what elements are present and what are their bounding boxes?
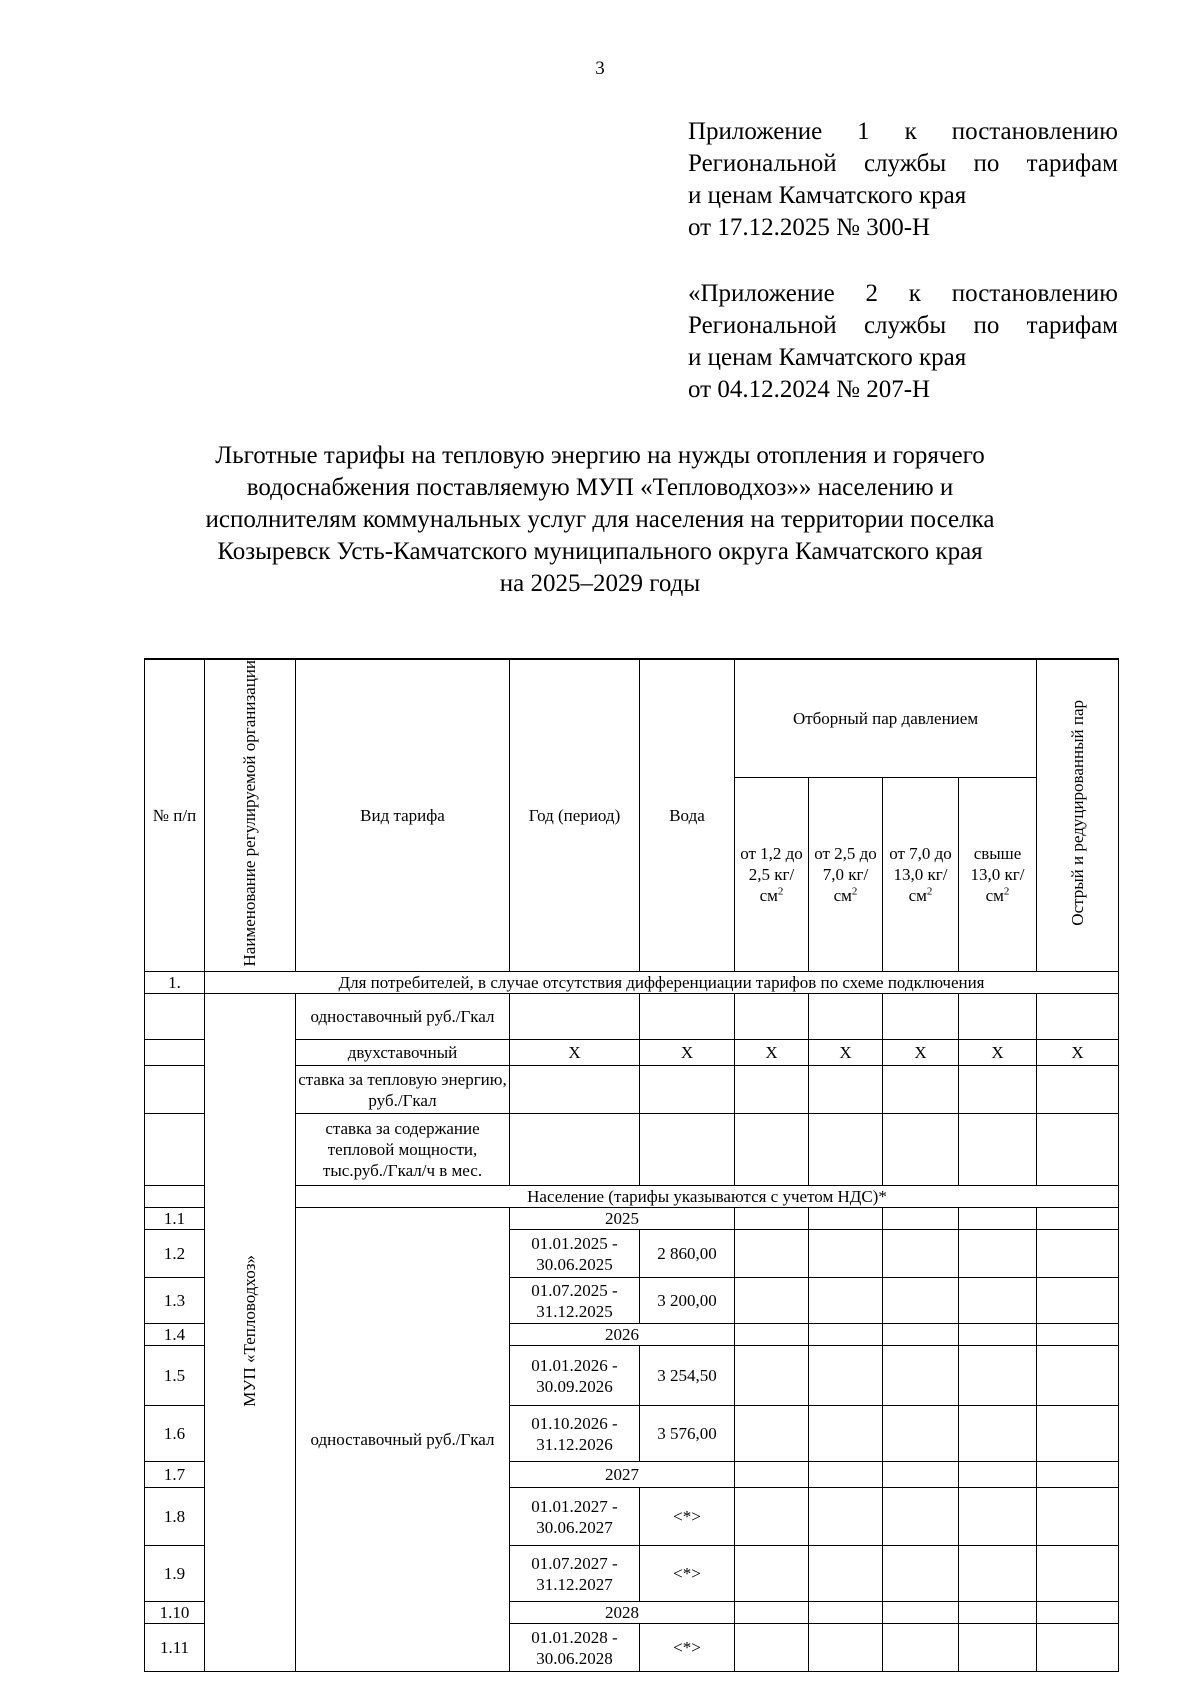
empty-num-cell	[145, 1114, 205, 1186]
water-tariff: <*>	[640, 1488, 735, 1546]
empty-num-cell	[145, 1186, 205, 1208]
appendix-1-reference	[688, 116, 1118, 244]
header-sharp-steam-text: Острый и редуцированный пар	[1067, 700, 1087, 927]
header-water: Вода	[640, 659, 735, 972]
title-line-2: водоснабжения поставляемую МУП «Тепловодхоз»» населению и	[246, 474, 954, 501]
empty-num-cell	[145, 1040, 205, 1066]
water-tariff: 3 254,50	[640, 1346, 735, 1406]
row-num: 1.1	[145, 1208, 205, 1230]
header-steam-1: от 1,2 до 2,5 $кг/см^2$	[735, 778, 809, 972]
row-num: 1.2	[145, 1230, 205, 1278]
row-num: 1.7	[145, 1462, 205, 1488]
title-line-4: Козыревск Усть-Камчатского муниципального округа Камчатского края	[217, 538, 983, 565]
x-mark: X	[959, 1040, 1037, 1066]
x-mark: X	[1037, 1040, 1119, 1066]
appendix-2-line-4: от 04.12.2024 № 207-Н	[688, 376, 931, 403]
page-number: 3	[595, 58, 605, 79]
appendix-1-line-3: и ценам Камчатского края	[688, 182, 967, 209]
row-num: 1.6	[145, 1406, 205, 1462]
water-tariff: <*>	[640, 1546, 735, 1602]
row-num: 1.5	[145, 1346, 205, 1406]
row-num: 1.9	[145, 1546, 205, 1602]
year-label: 2027	[510, 1462, 735, 1488]
x-mark: X	[510, 1040, 640, 1066]
year-label: 2025	[510, 1208, 735, 1230]
water-tariff: 3 576,00	[640, 1406, 735, 1462]
org-name: МУП «Тепловодхоз»	[240, 1254, 259, 1407]
header-org-text: Наименование регулируемой организации	[240, 660, 259, 967]
header-steam-4: свыше 13,0 $кг/см^2$	[959, 778, 1037, 972]
title-line-5: на 2025–2029 годы	[499, 570, 701, 597]
section-1-num: 1.	[145, 972, 205, 994]
row-num: 1.4	[145, 1324, 205, 1346]
water-tariff: 2 860,00	[640, 1230, 735, 1278]
x-mark: X	[735, 1040, 809, 1066]
row-num: 1.10	[145, 1602, 205, 1624]
header-year: Год (период)	[510, 659, 640, 972]
appendix-2-line-1: «Приложение 2 к постановлению	[688, 280, 1118, 307]
period: 01.01.2028 - 30.06.2028	[510, 1624, 640, 1672]
period: 01.01.2025 - 30.06.2025	[510, 1230, 640, 1278]
row-num: 1.8	[145, 1488, 205, 1546]
year-label: 2026	[510, 1324, 735, 1346]
appendix-2-reference	[688, 278, 1118, 406]
section-1-text: Для потребителей, в случае отсутствия дифференциации тарифов по схеме подключения	[205, 972, 1119, 994]
water-tariff: 3 200,00	[640, 1278, 735, 1324]
year-label: 2028	[510, 1602, 735, 1624]
appendix-1-line-2: Региональной службы по тарифам	[688, 150, 1118, 177]
period: 01.07.2025 - 31.12.2025	[510, 1278, 640, 1324]
appendix-1-line-1: Приложение 1 к постановлению	[688, 118, 1118, 145]
appendix-2-line-2: Региональной службы по тарифам	[688, 312, 1118, 339]
appendix-1-line-4: от 17.12.2025 № 300-Н	[688, 214, 931, 241]
period: 01.10.2026 - 31.12.2026	[510, 1406, 640, 1462]
appendix-2-line-3: и ценам Камчатского края	[688, 344, 967, 371]
water-tariff: <*>	[640, 1624, 735, 1672]
period: 01.01.2026 - 30.09.2026	[510, 1346, 640, 1406]
title-line-3: исполнителям коммунальных услуг для населения на территории поселка	[205, 506, 995, 533]
org-name-cell	[205, 994, 296, 1672]
header-steam-2: от 2,5 до 7,0 $кг/см^2$	[809, 778, 883, 972]
empty-num-cell	[145, 1066, 205, 1114]
tariff-table	[144, 658, 1119, 1672]
header-steam-3: от 7,0 до 13,0 $кг/см^2$	[883, 778, 959, 972]
period: 01.01.2027 - 30.06.2027	[510, 1488, 640, 1546]
population-header: Население (тарифы указываются с учетом НДС)*	[296, 1186, 1119, 1208]
population-tariff-type: одноставочный руб./Гкал	[296, 1208, 510, 1672]
x-mark: X	[883, 1040, 959, 1066]
row-rate-capacity: ставка за содержание тепловой мощности, тыс.руб./Гкал/ч в мес.	[296, 1114, 510, 1186]
empty-num-cell	[145, 994, 205, 1040]
row-num: 1.11	[145, 1624, 205, 1672]
header-org	[205, 659, 296, 972]
row-single-rate: одноставочный руб./Гкал	[296, 994, 510, 1040]
x-mark: X	[640, 1040, 735, 1066]
document-title	[150, 440, 1050, 600]
header-steam-group: Отборный пар давлением	[735, 659, 1037, 778]
x-mark: X	[809, 1040, 883, 1066]
period: 01.07.2027 - 31.12.2027	[510, 1546, 640, 1602]
row-num: 1.3	[145, 1278, 205, 1324]
row-rate-energy: ставка за тепловую энергию, руб./Гкал	[296, 1066, 510, 1114]
header-tariff-type: Вид тарифа	[296, 659, 510, 972]
header-sharp-steam	[1037, 659, 1119, 972]
header-num: № п/п	[145, 659, 205, 972]
row-double-rate: двухставочный	[296, 1040, 510, 1066]
title-line-1: Льготные тарифы на тепловую энергию на нужды отопления и горячего	[215, 442, 985, 469]
